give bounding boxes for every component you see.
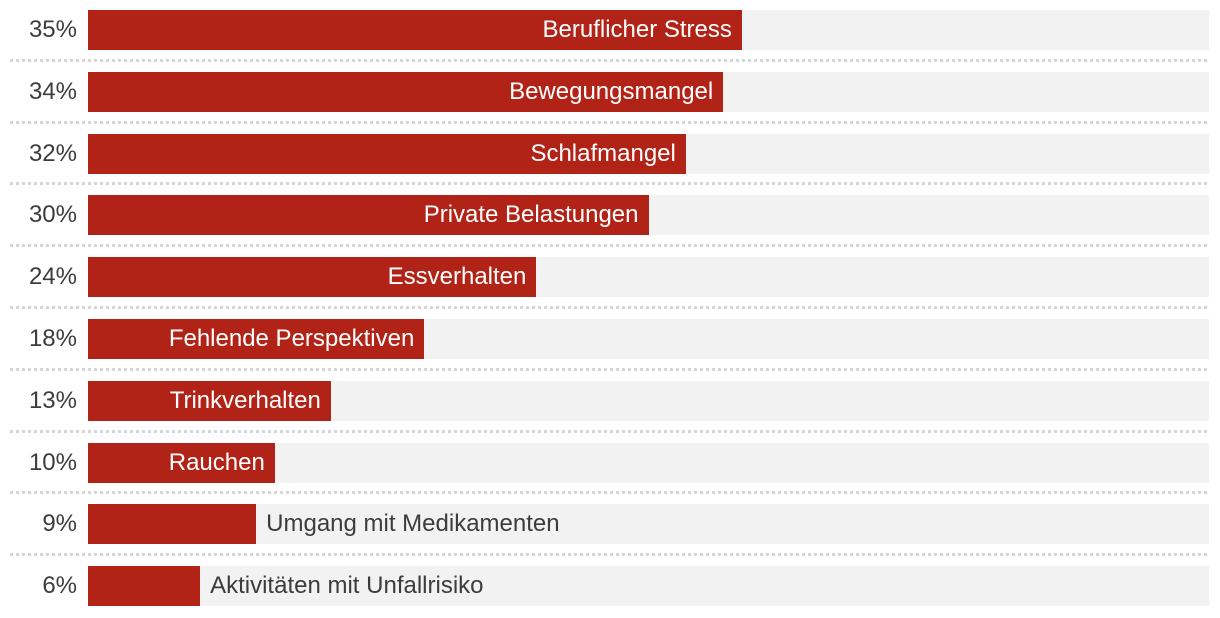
value-label: 9% [42, 510, 77, 538]
value-label: 6% [42, 572, 77, 600]
bar-track [88, 72, 1209, 112]
category-label: Rauchen [168, 448, 265, 476]
bar [88, 72, 723, 112]
chart-row [0, 556, 1220, 618]
bar [88, 566, 200, 606]
bar-track [88, 10, 1209, 50]
chart-row [0, 124, 1220, 186]
value-label: 35% [28, 16, 77, 43]
chart-row [0, 62, 1220, 124]
bar-track [88, 381, 1209, 421]
chart-row [0, 0, 1220, 62]
bar [88, 443, 275, 483]
bar-track [88, 319, 1209, 359]
bar [88, 319, 424, 359]
value-label: 18% [28, 324, 77, 352]
chart-row [0, 185, 1220, 247]
value-label: 34% [28, 77, 77, 105]
bar [88, 381, 331, 421]
chart-row [0, 247, 1220, 309]
category-label: Beruflicher Stress [542, 16, 732, 43]
value-label: 32% [28, 139, 77, 167]
chart-row [0, 494, 1220, 556]
bar-track [88, 504, 1209, 544]
value-label: 13% [28, 386, 77, 414]
bar [88, 134, 686, 174]
category-label: Fehlende Perspektiven [168, 324, 415, 352]
bar-track [88, 134, 1209, 174]
bar-track [88, 195, 1209, 235]
category-label: Bewegungsmangel [509, 77, 714, 105]
category-label: Trinkverhalten [169, 386, 321, 414]
category-label: Private Belastungen [423, 201, 639, 229]
chart-row [0, 371, 1220, 433]
category-label: Schlafmangel [530, 139, 676, 167]
value-label: 24% [28, 263, 77, 291]
bar [88, 10, 742, 50]
bar [88, 195, 649, 235]
category-label: Essverhalten [387, 263, 527, 291]
bar-track [88, 443, 1209, 483]
bar-track [88, 566, 1209, 606]
chart-row [0, 433, 1220, 495]
chart-row [0, 309, 1220, 371]
category-label: Umgang mit Medikamenten [266, 510, 560, 538]
bar-track [88, 257, 1209, 297]
bar [88, 257, 536, 297]
bar [88, 504, 256, 544]
value-label: 10% [28, 448, 77, 476]
category-label: Aktivitäten mit Unfallrisiko [210, 572, 484, 600]
value-label: 30% [28, 201, 77, 229]
